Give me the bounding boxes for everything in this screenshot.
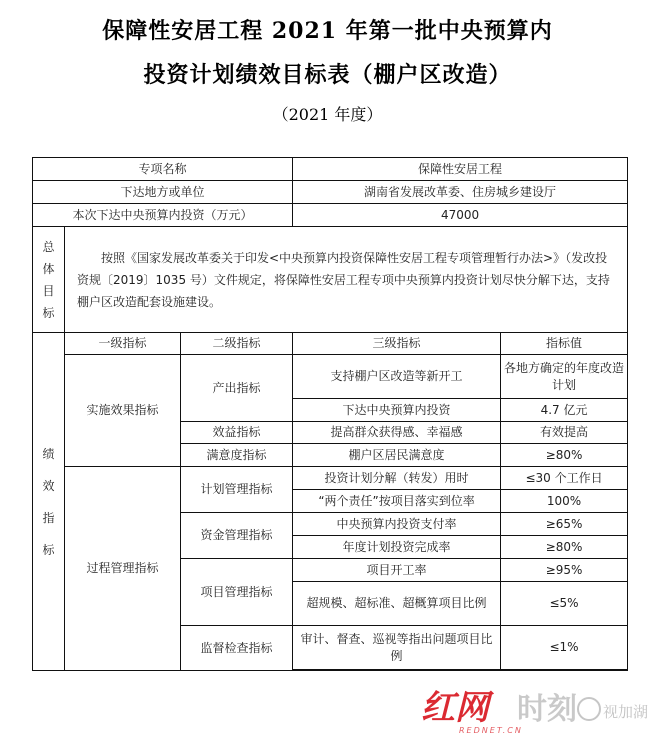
- watermark-brand-en: REDNET.CN: [459, 726, 523, 735]
- table-row-value: ≤5%: [501, 582, 628, 626]
- svg-text:红网: 红网: [421, 688, 489, 728]
- level2-supervision: 监督检查指标: [181, 626, 293, 671]
- watermark-account: 视加湖: [603, 703, 649, 721]
- level2-project: 项目管理指标: [181, 559, 293, 626]
- table-row-l3: “两个责任”按项目落实到位率: [293, 490, 501, 513]
- table-row-value: ≥80%: [501, 536, 628, 559]
- unit-label: 下达地方或单位: [33, 181, 293, 204]
- document-year: （2021 年度）: [272, 105, 383, 124]
- table-row-l3: 年度计划投资完成率: [293, 536, 501, 559]
- investment-value: 47000: [293, 204, 628, 227]
- table-row-value: ≥95%: [501, 559, 628, 582]
- header-level2: 二级指标: [181, 333, 293, 355]
- level2-funds: 资金管理指标: [181, 513, 293, 559]
- level2-satisfaction: 满意度指标: [181, 444, 293, 467]
- level2-output: 产出指标: [181, 355, 293, 422]
- table-row-value: ≤30 个工作日: [501, 467, 628, 490]
- table-row-l3: 提高群众获得感、幸福感: [293, 422, 501, 444]
- project-name-value: 保障性安居工程: [293, 158, 628, 181]
- header-level3: 三级指标: [293, 333, 501, 355]
- table-row-l3: 中央预算内投资支付率: [293, 513, 501, 536]
- table-row-l3: 投资计划分解（转发）用时: [293, 467, 501, 490]
- performance-target-table: [32, 157, 628, 671]
- document-title-line2: 投资计划绩效目标表（棚户区改造）: [143, 62, 512, 88]
- goal-text: 按照《国家发展改革委关于印发<中央预算内投资保障性安居工程专项管理暂行办法>》（发改投资规〔2019〕1035 号）文件规定，将保障性安居工程专项中央预算内投资计划尽快分解下达，支持棚户区改造配套设施建设。: [65, 227, 628, 333]
- header-value: 指标值: [501, 333, 628, 355]
- document-title-line1: 保障性安居工程 2021 年第一批中央预算内: [102, 18, 553, 44]
- unit-value: 湖南省发展改革委、住房城乡建设厅: [293, 181, 628, 204]
- table-row-l3: 审计、督查、巡视等指出问题项目比例: [293, 626, 501, 670]
- watermark-sub: 时刻: [517, 692, 577, 727]
- table-row-l3: 超规模、超标准、超概算项目比例: [293, 582, 501, 626]
- table-row-l3: 棚户区居民满意度: [293, 444, 501, 467]
- level2-plan: 计划管理指标: [181, 467, 293, 513]
- watermark-brand: [421, 688, 495, 728]
- table-row-l3: 支持棚户区改造等新开工: [293, 355, 501, 399]
- level1-process: 过程管理指标: [65, 467, 181, 671]
- investment-label: 本次下达中央预算内投资（万元）: [33, 204, 293, 227]
- table-row-value: 100%: [501, 490, 628, 513]
- level1-implementation: 实施效果指标: [65, 355, 181, 467]
- table-row-l3: 项目开工率: [293, 559, 501, 582]
- table-row-value: ≤1%: [501, 626, 628, 670]
- table-row-l3: 下达中央预算内投资: [293, 399, 501, 422]
- table-row-value: 有效提高: [501, 422, 628, 444]
- rednet-watermark: [419, 679, 649, 737]
- table-row-value: ≥80%: [501, 444, 628, 467]
- table-row-value: ≥65%: [501, 513, 628, 536]
- goal-label: 总体目标: [33, 227, 65, 333]
- table-row-value: 4.7 亿元: [501, 399, 628, 422]
- level2-benefit: 效益指标: [181, 422, 293, 444]
- performance-indicators-label: 绩效指标: [33, 333, 65, 671]
- table-row-value: 各地方确定的年度改造计划: [501, 355, 628, 399]
- watermark-logo-icon: [578, 698, 600, 720]
- header-level1: 一级指标: [65, 333, 181, 355]
- project-name-label: 专项名称: [33, 158, 293, 181]
